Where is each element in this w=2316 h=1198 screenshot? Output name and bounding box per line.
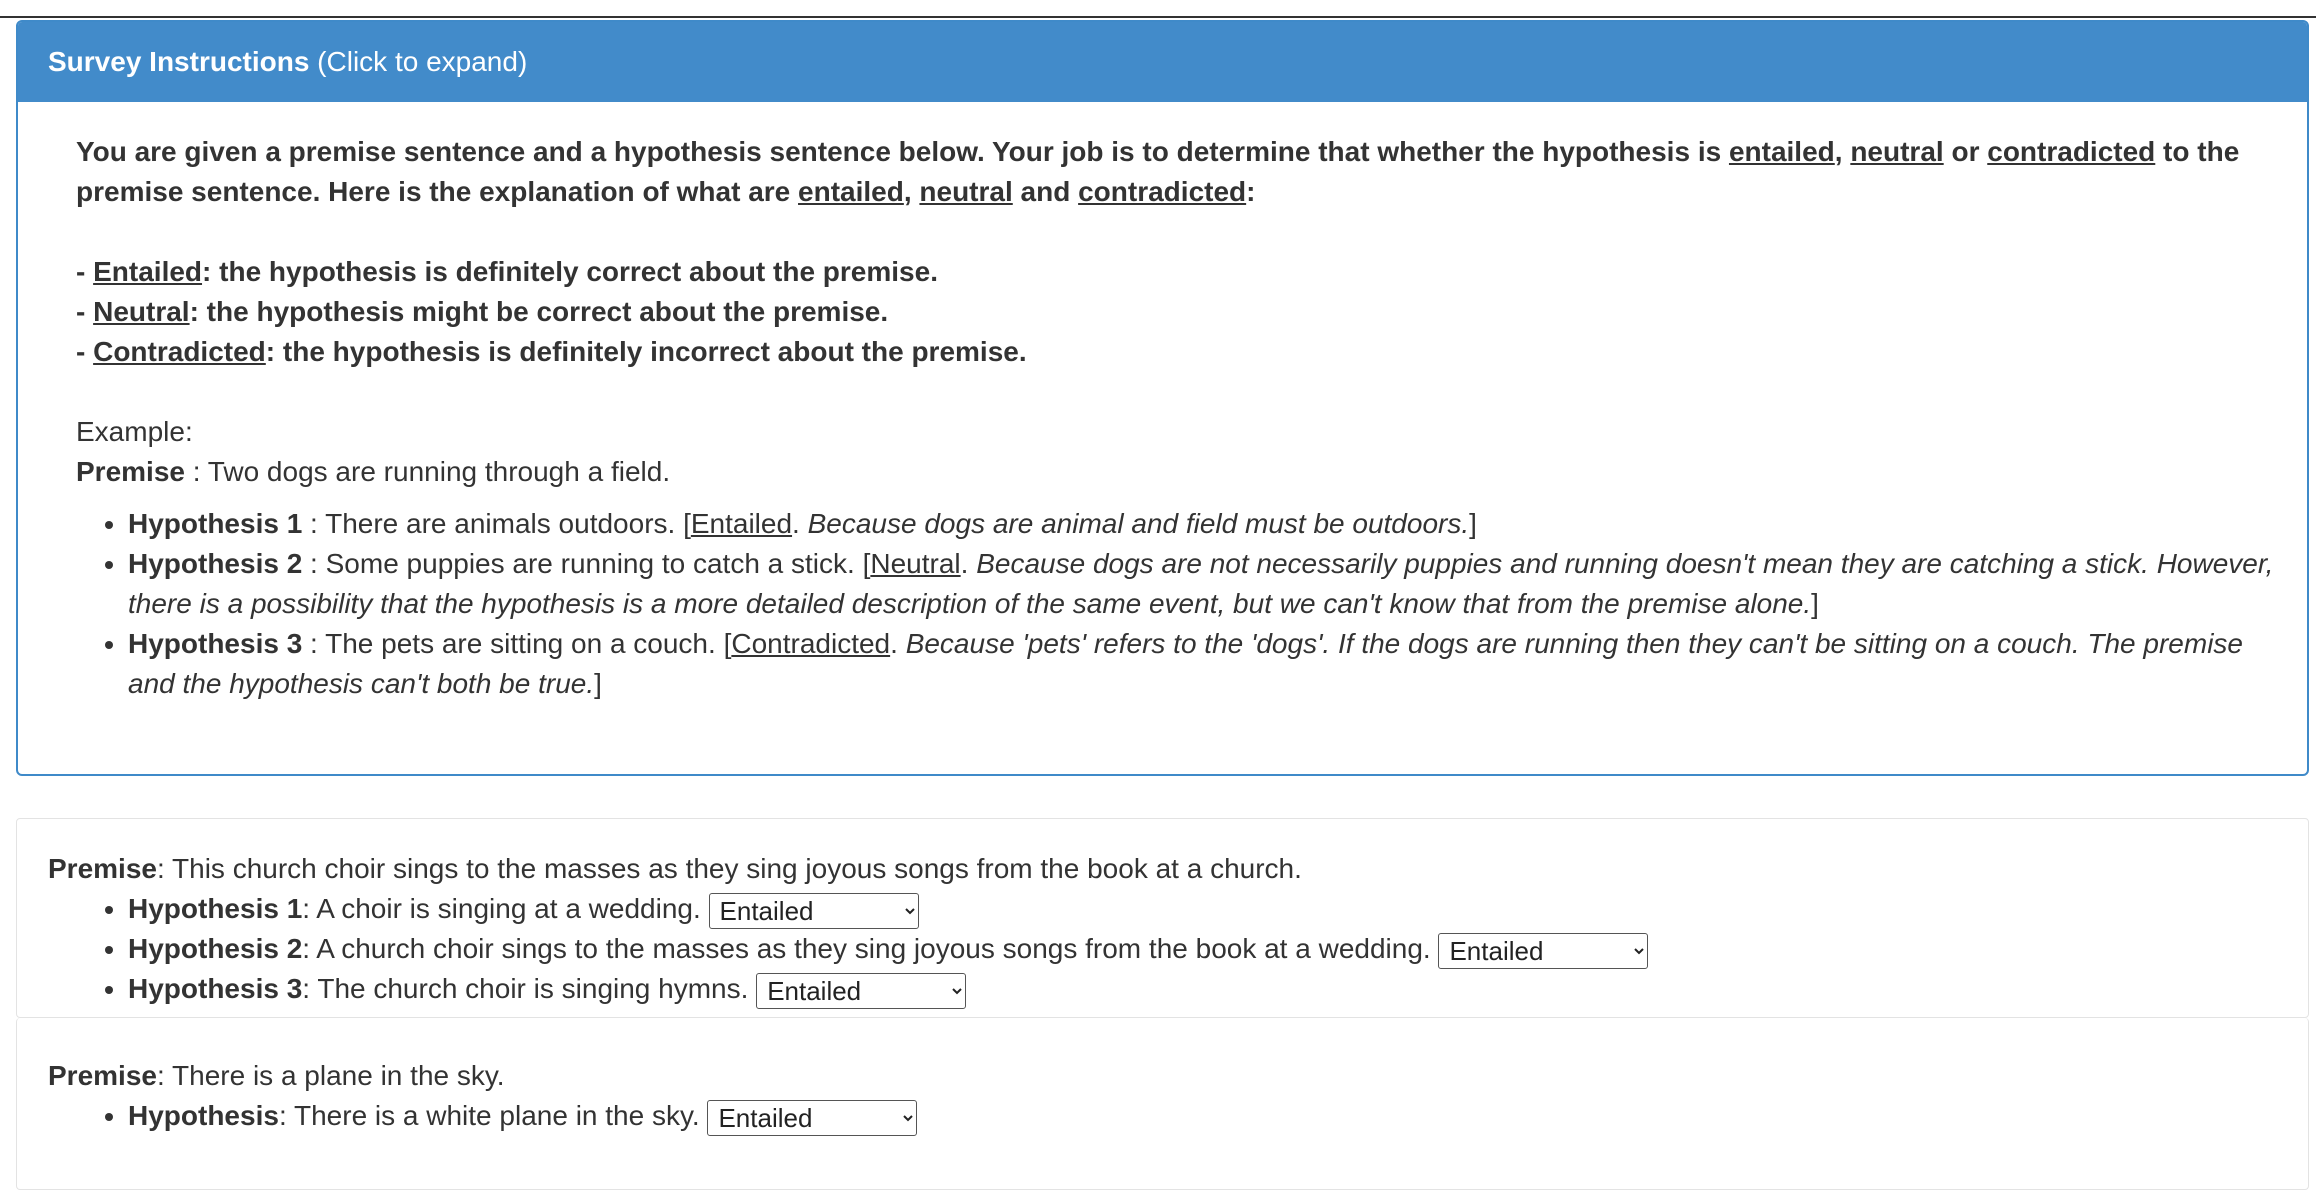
instructions-body [18, 102, 2307, 704]
example-label: Example: [76, 416, 193, 447]
definition-neutral: - Neutral: the hypothesis might be correct about the premise. [76, 296, 889, 327]
list-item: • Hypothesis 1 : There are animals outdoors. [Entailed. Because dogs are animal and field must be outdoors.] [128, 504, 2277, 544]
instructions-hint: (Click to expand) [309, 46, 528, 77]
list-item: • Hypothesis: There is a white plane in the sky. Entailed [128, 1096, 2308, 1136]
top-divider [0, 0, 2316, 18]
definition-contradicted: - Contradicted: the hypothesis is definitely incorrect about the premise. [76, 336, 1027, 367]
task-card-2 [16, 1018, 2309, 1190]
list-item: • Hypothesis 2: A church choir sings to the masses as they sing joyous songs from the book at a wedding. Entailed [128, 929, 2308, 969]
label-select-1[interactable] [709, 893, 919, 929]
list-item: • Hypothesis 3 : The pets are sitting on a couch. [Contradicted. Because 'pets' refers to the 'dogs'. If the dogs are running then they can't be sitting on a couch. The premise and the hypothesis can't both be true.] [128, 624, 2277, 704]
instructions-title: Survey Instructions [48, 46, 310, 77]
task2-hypotheses-list [48, 1096, 2308, 1136]
example-hypotheses-list [76, 504, 2277, 704]
task1-hypotheses-list [48, 889, 2308, 1009]
task1-premise: Premise: This church choir sings to the masses as they sing joyous songs from the book at a church. [48, 853, 1302, 884]
task-card-1 [16, 818, 2309, 1018]
list-item: • Hypothesis 2 : Some puppies are running to catch a stick. [Neutral. Because dogs are not necessarily puppies and running doesn't mean they are catching a stick. However, there is a possibility that the hypothesis is a more detailed description of the same event, but we can't know that from the premise alone.] [128, 544, 2277, 624]
task2-premise: Premise: There is a plane in the sky. [48, 1060, 505, 1091]
label-select-4[interactable] [707, 1100, 917, 1136]
instructions-panel [16, 20, 2309, 776]
definition-entailed: - Entailed: the hypothesis is definitely correct about the premise. [76, 256, 938, 287]
list-item: • Hypothesis 1: A choir is singing at a wedding. Entailed [128, 889, 2308, 929]
list-item: • Hypothesis 3: The church choir is singing hymns. Entailed [128, 969, 2308, 1009]
example-premise: Premise : Two dogs are running through a field. [76, 456, 671, 487]
instructions-intro: You are given a premise sentence and a hypothesis sentence below. Your job is to determine that whether the hypothesis is entailed, neutral or contradicted to the premise sentence. Here is the explanation of what are entailed, neutral and contradicted: [76, 136, 2240, 207]
label-select-2[interactable] [1438, 933, 1648, 969]
label-select-3[interactable] [756, 973, 966, 1009]
instructions-toggle[interactable] [18, 22, 2307, 102]
